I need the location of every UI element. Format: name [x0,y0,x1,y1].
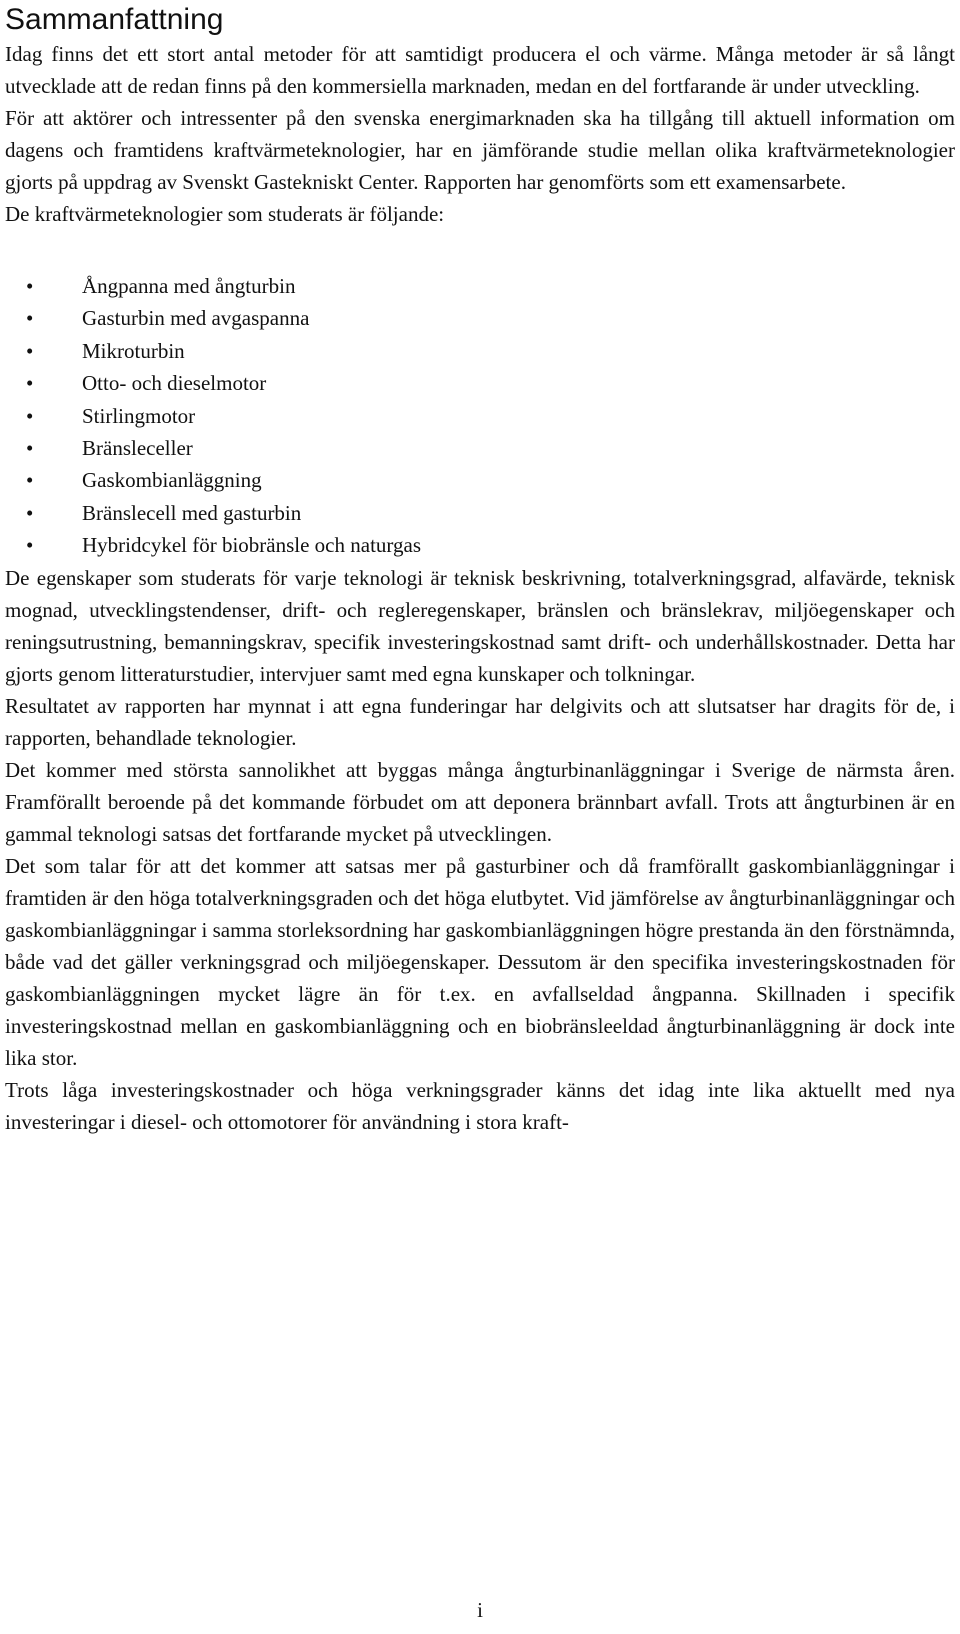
list-item-text: Bränslecell med gasturbin [82,500,302,525]
list-item [5,497,955,529]
document-page [5,0,955,1138]
list-item-text: Mikroturbin [82,338,185,363]
list-item [5,335,955,367]
list-item-text: Bränsleceller [82,436,193,461]
list-item [5,432,955,464]
list-item-text: Gasturbin med avgaspanna [82,306,310,331]
list-item-text: Ångpanna med ångturbin [82,274,296,298]
paragraph-engines: Trots låga investeringskostnader och höga verkningsgrader känns det idag inte lika aktuellt med nya investeringar i diesel- och ottomotorer för användning i stora kraft- [5,1077,955,1134]
bullet-icon: • [26,468,34,493]
paragraph-properties: De egenskaper som studerats för varje teknologi är teknisk beskrivning, totalverkningsgrad, alfavärde, teknisk mognad, utvecklingstendenser, drift- och regleregenskaper, bränslen och bränslekrav, miljöegenskaper och reningsutrustning, bemanningskrav, specifik investeringskostnad samt drift- och underhållskostnader. Detta har gjorts genom litteraturstudier, intervjuer samt med egna kunskaper och tolkningar. [5,565,955,686]
bullet-icon: • [26,371,34,396]
paragraph-list-intro: De kraftvärmeteknologier som studerats är följande: [5,202,445,226]
bullet-icon: • [26,500,34,525]
list-item [5,464,955,496]
bullet-icon: • [26,338,34,363]
list-item-text: Stirlingmotor [82,403,196,428]
bullet-icon: • [26,403,34,428]
list-item [5,302,955,334]
list-item [5,270,955,302]
bullet-icon: • [26,436,34,461]
list-item-text: Otto- och dieselmotor [82,371,267,396]
bullet-icon: • [26,533,34,558]
list-item [5,367,955,399]
paragraph-intro: Idag finns det ett stort antal metoder för att samtidigt producera el och värme. Många metoder är så långt utvecklade att de redan finns på den kommersiella marknaden, medan en del fortfarande är under utveckling. [5,42,955,98]
list-item-text: Gaskombianläggning [82,468,262,493]
technology-list [5,270,955,562]
page-title: Sammanfattning [5,3,224,36]
list-item [5,400,955,432]
bullet-icon: • [26,274,34,298]
paragraph-gas-turbines: Det som talar för att det kommer att satsas mer på gasturbiner och då framförallt gaskombianläggningar i framtiden är den höga totalverkningsgraden och det höga elutbytet. Vid jämförelse av ångturbinanläggningar och gaskombianläggningar i samma storleksordning har gaskombianläggningen högre prestanda än den förstnämnda, både vad det gäller verkningsgrad och miljöegenskaper. Dessutom är den specifika investeringskostnaden för gaskombianläggningen mycket lägre än för t.ex. en avfallseldad ångpanna. Skillnaden i specifik investeringskostnad mellan en gaskombianläggning och en biobränsleeldad ångturbinanläggning är dock inte lika stor. [5,853,956,1070]
list-item-text: Hybridcykel för biobränsle och naturgas [82,533,422,558]
page-number: i [477,1598,483,1622]
list-item [5,529,955,561]
paragraph-results: Resultatet av rapporten har mynnat i att egna funderingar har delgivits och att slutsatser har dragits för de, i rapporten, behandlade teknologier. [5,693,955,750]
paragraph-purpose: För att aktörer och intressenter på den svenska energimarknaden ska ha tillgång till aktuell information om dagens och framtidens kraftvärmeteknologier, har en jämförande studie mellan olika kraftvärmeteknologier gjorts på uppdrag av Svenskt Gastekniskt Center. Rapporten har genomförts som ett examensarbete. [5,106,955,194]
bullet-icon: • [26,306,34,331]
paragraph-steam-turbines: Det kommer med största sannolikhet att byggas många ångturbinanläggningar i Sverige de närmsta åren. Framförallt beroende på det kommande förbudet om att deponera brännbart avfall. Trots att ångturbinen är en gammal teknologi satsas det fortfarande mycket på utvecklingen. [5,757,955,846]
